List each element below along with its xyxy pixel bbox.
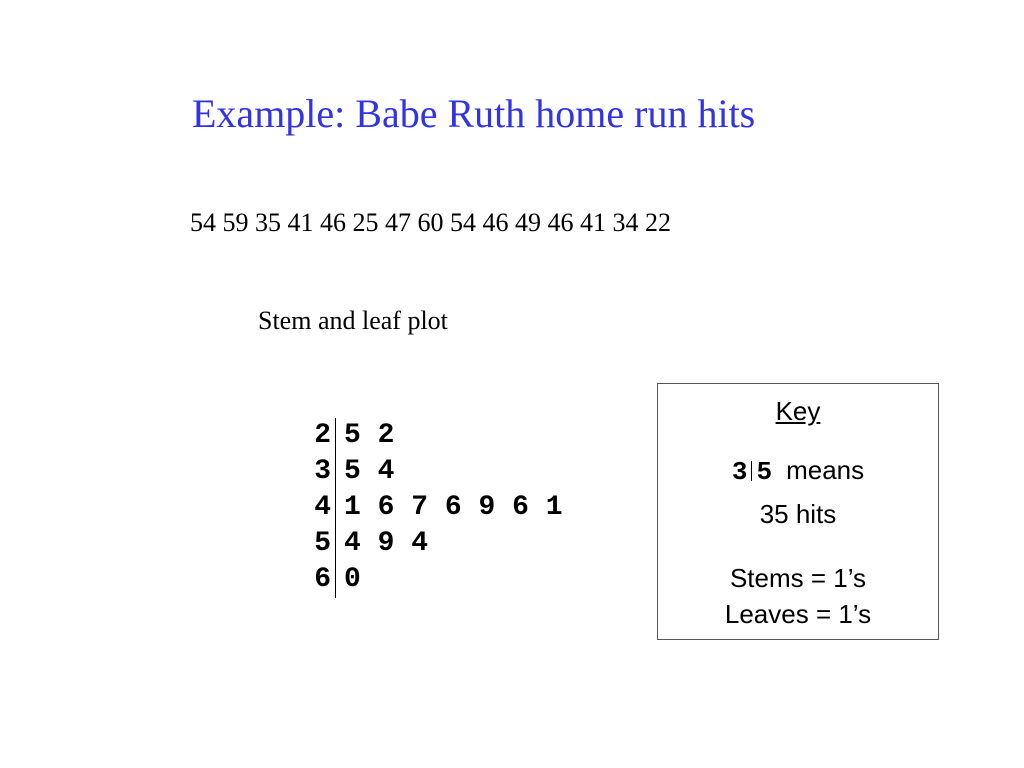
leaf-values (336, 454, 394, 490)
stem-value: 5 (300, 526, 336, 562)
leaf-values (336, 490, 563, 526)
key-meaning: 35 hits (759, 499, 837, 529)
leaf-value: 5 (344, 456, 361, 487)
stem-value: 6 (300, 562, 336, 598)
key-means-label: means (786, 455, 865, 485)
stem-value: 2 (300, 418, 336, 454)
leaf-value: 0 (344, 564, 361, 595)
raw-data-values: 54 59 35 41 46 25 47 60 54 46 49 46 41 34 22 (190, 208, 671, 237)
leaf-value: 2 (377, 420, 395, 451)
leaf-value: 4 (377, 456, 395, 487)
leaf-values (336, 562, 361, 598)
leaf-value: 5 (344, 420, 361, 451)
stem-value: 3 (300, 454, 336, 490)
stem-row (300, 562, 563, 598)
stem-leaf-plot (300, 418, 563, 598)
leaf-values (336, 526, 428, 562)
key-example (658, 454, 938, 488)
key-divider-bar (751, 461, 752, 481)
leaf-value: 1 (545, 492, 563, 523)
leaf-value: 7 (411, 492, 429, 523)
leaf-value: 4 (344, 528, 361, 559)
leaf-value: 9 (377, 528, 395, 559)
leaf-value: 6 (377, 492, 395, 523)
key-example-stem: 3 (731, 457, 748, 487)
leaf-value: 4 (411, 528, 429, 559)
stem-row (300, 454, 563, 490)
leaf-value: 6 (444, 492, 462, 523)
key-example-leaf: 5 (756, 457, 773, 487)
leaf-value: 1 (344, 492, 361, 523)
key-leaves-unit: Leaves = 1’s (724, 599, 872, 629)
key-stems-unit: Stems = 1’s (729, 563, 867, 593)
key-box (657, 383, 939, 640)
leaf-values (336, 418, 394, 454)
stem-row (300, 490, 563, 526)
key-title: Key (775, 396, 821, 426)
stem-value: 4 (300, 490, 336, 526)
stem-row (300, 526, 563, 562)
leaf-value: 6 (512, 492, 529, 523)
key-units (658, 560, 938, 632)
slide-title: Example: Babe Ruth home run hits (192, 91, 756, 136)
leaf-value: 9 (478, 492, 496, 523)
stem-row (300, 418, 563, 454)
plot-caption: Stem and leaf plot (258, 306, 448, 335)
